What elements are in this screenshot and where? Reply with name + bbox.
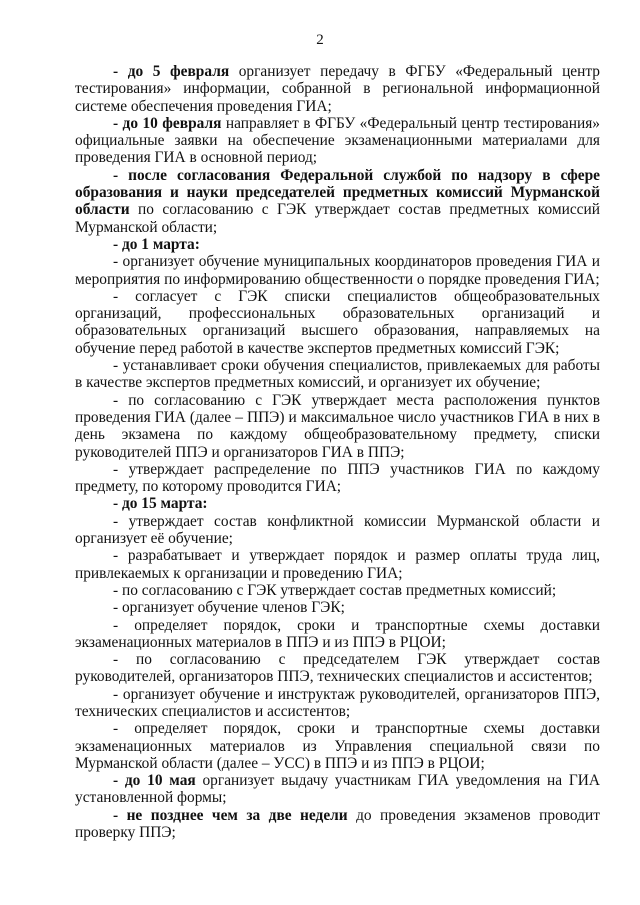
- paragraph: [75, 392, 600, 461]
- text-run: - определяет порядок, сроки и транспортные схемы доставки экзаменационных материалов в ППЭ и из ППЭ в РЦОИ;: [75, 616, 600, 651]
- paragraph: [75, 357, 600, 392]
- page-number: 2: [316, 32, 324, 48]
- bold-text-run: 5 февраля: [152, 63, 230, 80]
- text-run: - разрабатывает и утверждает порядок и размер оплаты труда лиц, привлекаемых к организации и проведению ГИА;: [75, 547, 600, 582]
- text-run: - по согласованию с ГЭК утверждает состав предметных комиссий;: [113, 581, 557, 599]
- text-run: - согласует с ГЭК списки специалистов общеобразовательных организаций, профессиональных образовательных организаций и образовательных организаций высшего образования, направляемых на обучение перед работой в качестве экспертов предметных комиссий ГЭК;: [75, 287, 600, 357]
- paragraph: [75, 63, 600, 115]
- bold-text-run: - до 10 мая: [113, 772, 196, 790]
- document-body: [75, 63, 600, 841]
- bold-text-run: - до 1 марта:: [113, 235, 200, 253]
- paragraph: [75, 547, 600, 582]
- text-run: - организует обучение и инструктаж руководителей, организаторов ППЭ, технических специалистов и ассистентов;: [75, 685, 600, 720]
- paragraph: [75, 167, 600, 236]
- paragraph: [75, 807, 600, 842]
- bold-text-run: - до 15 марта:: [113, 495, 208, 513]
- text-run: организует выдачу участникам ГИА уведомления на ГИА установленной формы;: [75, 772, 600, 807]
- text-run: организует передачу в ФГБУ «Федеральный центр тестирования» информации, собранной в региональной информационной системе обеспечения проведения ГИА;: [75, 63, 600, 115]
- paragraph: [75, 599, 600, 616]
- paragraph: [75, 253, 600, 288]
- text-run: - утверждает состав конфликтной комиссии Мурманской области и организует её обучение;: [75, 512, 600, 548]
- paragraph: [75, 495, 600, 512]
- text-run: до проведения экзаменов проводит проверку ППЭ;: [75, 806, 600, 842]
- bold-text-run: - до: [113, 63, 153, 80]
- paragraph: [75, 461, 600, 496]
- text-run: - утверждает распределение по ППЭ участников ГИА по каждому предмету, по которому проводится ГИА;: [75, 460, 600, 496]
- paragraph: [75, 582, 600, 599]
- paragraph: [75, 617, 600, 652]
- paragraph: [75, 772, 600, 807]
- paragraph: [75, 115, 600, 167]
- bold-text-run: - до 10 февраля: [113, 114, 222, 132]
- text-run: - устанавливает сроки обучения специалистов, привлекаемых для работы в качестве экспертов предметных комиссий, и организует их обучение;: [75, 357, 600, 392]
- paragraph: [75, 288, 600, 357]
- text-run: - определяет порядок, сроки и транспортные схемы доставки экзаменационных материалов из Управления специальной связи по Мурманской области (далее – УСС) в ППЭ и из ППЭ в РЦОИ;: [75, 720, 600, 772]
- paragraph: [75, 236, 600, 253]
- text-run: по согласованию с ГЭК утверждает состав предметных комиссий Мурманской области;: [75, 201, 600, 236]
- text-run: - по согласованию с председателем ГЭК утверждает состав руководителей, организаторов ППЭ, технических специалистов и ассистентов;: [75, 651, 600, 686]
- paragraph: [75, 720, 600, 772]
- bold-text-run: - не позднее чем за две недели: [113, 806, 348, 824]
- text-run: направляет в ФГБУ «Федеральный центр тестирования» официальные заявки на обеспечение экзаменационными материалами для проведения ГИА в основной период;: [75, 114, 600, 167]
- text-run: - организует обучение членов ГЭК;: [113, 599, 345, 617]
- text-run: - организует обучение муниципальных координаторов проведения ГИА и мероприятия по информированию общественности о порядке проведения ГИА;: [75, 253, 600, 288]
- bold-text-run: - после согласования Федеральной службой по надзору в сфере образования и науки председателей предметных комиссий Мурманской области: [75, 166, 600, 219]
- paragraph: [75, 686, 600, 721]
- paragraph: [75, 513, 600, 548]
- text-run: - по согласованию с ГЭК утверждает места расположения пунктов проведения ГИА (далее – ППЭ) и максимальное число участников ГИА в них в день экзамена по каждому общеобразовательному предмету, списки руководителей ППЭ и организаторов ГИА в ППЭ;: [75, 391, 600, 461]
- paragraph: [75, 651, 600, 686]
